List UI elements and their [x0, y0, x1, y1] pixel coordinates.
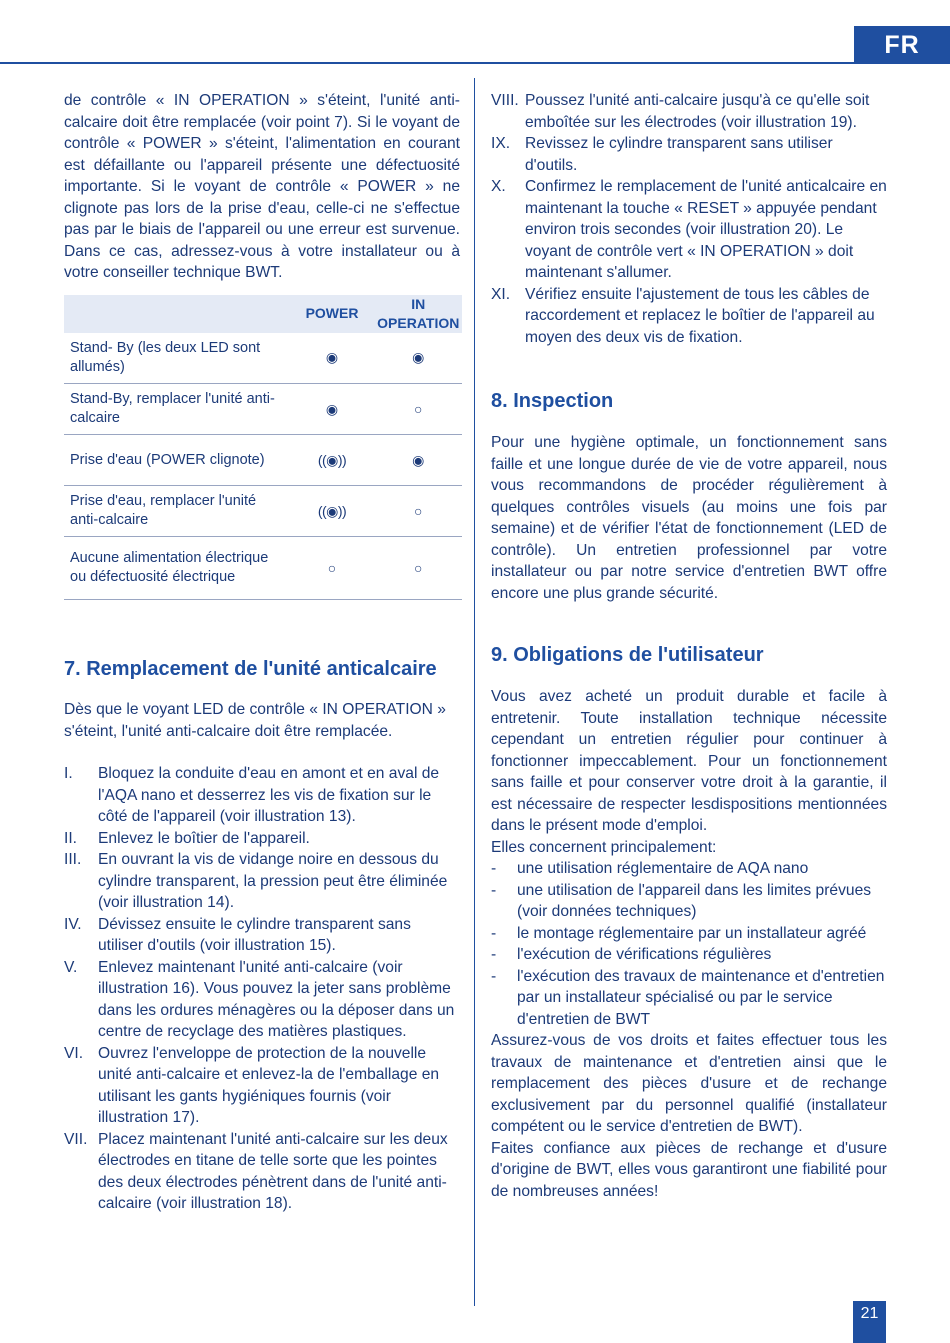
bullet-text: l'exécution des travaux de maintenance et d'entretien par un installateur spécialisé ou par le service d'entretien de BWT: [517, 967, 885, 1028]
row-label: Stand-By, remplacer l'unité anti-calcaire: [64, 384, 289, 435]
step-text: En ouvrant la vis de vidange noire en dessous du cylindre transparent, la pression peut être éliminée (voir illustration 14).: [98, 851, 448, 911]
list-item: [491, 284, 887, 349]
step-text: Revissez le cylindre transparent sans utiliser d'outils.: [525, 135, 833, 174]
bullet-text: le montage réglementaire par un installateur agréé: [517, 924, 867, 942]
row-label: Prise d'eau, remplacer l'unité anti-calcaire: [64, 486, 289, 537]
power-led-symbol: ○: [289, 537, 374, 600]
bullet-text: une utilisation réglementaire de AQA nano: [517, 860, 809, 877]
power-led-symbol: ◉: [289, 384, 374, 435]
list-item: [491, 176, 887, 284]
list-item: [491, 133, 887, 176]
list-item: - l'exécution des travaux de maintenance et d'entretien par un installateur spécialisé ou par le service d'entretien de BWT: [491, 966, 887, 1031]
section-9-list-intro: Elles concernent principalement:: [491, 838, 717, 856]
intro-paragraph: de contrôle « IN OPERATION » s'éteint, l'unité anti-calcaire doit être remplacée (voir point 7). Si le voyant de contrôle « POWER » s'éteint, l'alimentation en courant est défaillante ou l'appareil présente une défectuosité importante. Si le voyant de contrôle « POWER » ne clignote pas lors de la prise d'eau, celle-ci ne s'effectue pas par le biais de l'appareil ou une erreur est survenue. Dans ce cas, adressez-vous à votre installateur ou à votre conseiller technique BWT.: [64, 92, 460, 281]
step-text: Placez maintenant l'unité anti-calcaire sur les deux électrodes en titane de telle sorte que les pointes des deux électrodes pénètrent dans de l'unité anti-calcaire (voir illustration 18).: [98, 1130, 448, 1212]
step-text: Enlevez le boîtier de l'appareil.: [98, 829, 310, 847]
obligations-list: [491, 858, 887, 1030]
list-item: [64, 763, 460, 828]
row-label: Aucune alimentation électrique ou défectuosité électrique: [64, 537, 289, 600]
table-header-row: [64, 295, 462, 333]
left-column: [64, 90, 460, 1215]
list-item: [64, 1043, 460, 1129]
list-item: - une utilisation de l'appareil dans les limites prévues (voir données techniques): [491, 880, 887, 923]
column-divider: [474, 78, 475, 1306]
list-item: [64, 914, 460, 957]
bullet-text: l'exécution de vérifications régulières: [517, 946, 772, 963]
step-text: Confirmez le remplacement de l'unité anticalcaire en maintenant la touche « RESET » appuyée pendant environ trois secondes (voir illustration 20). Le voyant de contrôle vert « IN OPERATION » doit maintenant s'allumer.: [525, 178, 887, 281]
step-number: III.: [64, 851, 82, 868]
replacement-steps-list: [64, 763, 460, 1215]
list-item: [64, 957, 460, 1043]
step-number: IV.: [64, 915, 82, 933]
list-item: [64, 849, 460, 914]
step-text: Poussez l'unité anti-calcaire jusqu'à ce qu'elle soit emboîtée sur les électrodes (voir illustration 19).: [525, 92, 870, 131]
step-text: Ouvrez l'enveloppe de protection de la nouvelle unité anti-calcaire et enlevez-la de l'emballage en utilisant les gants hygiéniques fournis (voir illustration 17).: [98, 1044, 440, 1126]
in-operation-led-symbol: ◉: [375, 333, 462, 384]
table-header-label: [64, 295, 289, 333]
step-number: II.: [64, 829, 77, 847]
table-header-power: POWER: [289, 295, 374, 333]
step-number: X.: [491, 178, 506, 195]
table-row: [64, 384, 462, 435]
row-label: Stand- By (les deux LED sont allumés): [64, 333, 289, 384]
in-operation-led-symbol: ○: [375, 537, 462, 600]
section-7-intro: Dès que le voyant LED de contrôle « IN OPERATION » s'éteint, l'unité anti-calcaire doit être remplacée.: [64, 701, 446, 740]
list-item: - une utilisation réglementaire de AQA nano: [491, 858, 887, 880]
section-8-title: 8. Inspection: [491, 390, 614, 412]
step-number: VIII.: [491, 92, 519, 109]
power-led-symbol: ((◉)): [289, 435, 374, 486]
table-row: [64, 537, 462, 600]
step-text: Vérifiez ensuite l'ajustement de tous les câbles de raccordement et replacez le boîtier de l'appareil au moyen des deux vis de fixation.: [525, 285, 875, 346]
page-number: 21: [853, 1301, 886, 1343]
right-column: [491, 90, 887, 1202]
table-header-in-operation: IN OPERATION: [375, 295, 462, 333]
led-status-table: [64, 295, 462, 601]
list-item: [64, 828, 460, 850]
section-7-title: 7. Remplacement de l'unité anticalcaire: [64, 658, 437, 680]
step-number: I.: [64, 765, 73, 782]
step-text: Enlevez maintenant l'unité anti-calcaire (voir illustration 16). Vous pouvez la jeter sans problème dans les ordures ménagères ou la déposer dans un centre de recyclage des matières plastiques.: [98, 958, 455, 1040]
list-item: [64, 1129, 460, 1215]
bullet-text: une utilisation de l'appareil dans les limites prévues (voir données techniques): [517, 881, 872, 920]
list-item: [491, 90, 887, 133]
list-item: - l'exécution de vérifications régulières: [491, 944, 887, 966]
section-9-closing-1: Assurez-vous de vos droits et faites effectuer tous les travaux de maintenance et d'entretien ainsi que le remplacement des pièces d'usure et de rechange exclusivement par du personnel qualifié (installateur compétent ou le service d'entretien de BWT).: [491, 1032, 887, 1135]
step-number: VI.: [64, 1044, 84, 1062]
list-item: - le montage réglementaire par un installateur agréé: [491, 923, 887, 945]
section-9-closing-2: Faites confiance aux pièces de rechange et d'usure d'origine de BWT, elles vous garantiront une fiabilité pour de nombreuses années!: [491, 1139, 887, 1200]
power-led-symbol: ◉: [289, 333, 374, 384]
header-rule: [0, 62, 950, 64]
step-text: Dévissez ensuite le cylindre transparent sans utiliser d'outils (voir illustration 15).: [98, 915, 411, 954]
section-9-title: 9. Obligations de l'utilisateur: [491, 644, 764, 666]
section-9-intro: Vous avez acheté un produit durable et facile à entretenir. Toute installation technique nécessite cependant un entretien régulier pour continuer à fonctionner impeccablement. Pour un fonctionnement sans faille et pour conserver votre droit à la garantie, il est nécessaire de respecter lesdispositions mentionnées dans le présent mode d'emploi.: [491, 688, 887, 834]
table-row: [64, 333, 462, 384]
step-number: XI.: [491, 285, 511, 303]
step-number: IX.: [491, 135, 511, 152]
section-8-text: Pour une hygiène optimale, un fonctionnement sans faille et une longue durée de vie de votre appareil, nous vous recommandons de procéder régulièrement à quelques contrôles visuels (au moins une fois par semaine) et de vérifier l'état de fonctionnement (LED de contrôle). Un entretien professionnel par votre installateur ou par notre service d'entretien BWT offre encore une plus grande sécurité.: [491, 434, 887, 602]
step-number: VII.: [64, 1130, 88, 1148]
table-row: [64, 435, 462, 486]
replacement-steps-continued: [491, 90, 887, 348]
language-tab: FR: [854, 26, 950, 64]
power-led-symbol: ((◉)): [289, 486, 374, 537]
in-operation-led-symbol: ◉: [375, 435, 462, 486]
step-number: V.: [64, 958, 78, 976]
row-label: Prise d'eau (POWER clignote): [64, 435, 289, 486]
in-operation-led-symbol: ○: [375, 486, 462, 537]
step-text: Bloquez la conduite d'eau en amont et en aval de l'AQA nano et desserrez les vis de fixation sur le côté de l'appareil (voir illustration 13).: [98, 765, 440, 825]
table-row: [64, 486, 462, 537]
in-operation-led-symbol: ○: [375, 384, 462, 435]
